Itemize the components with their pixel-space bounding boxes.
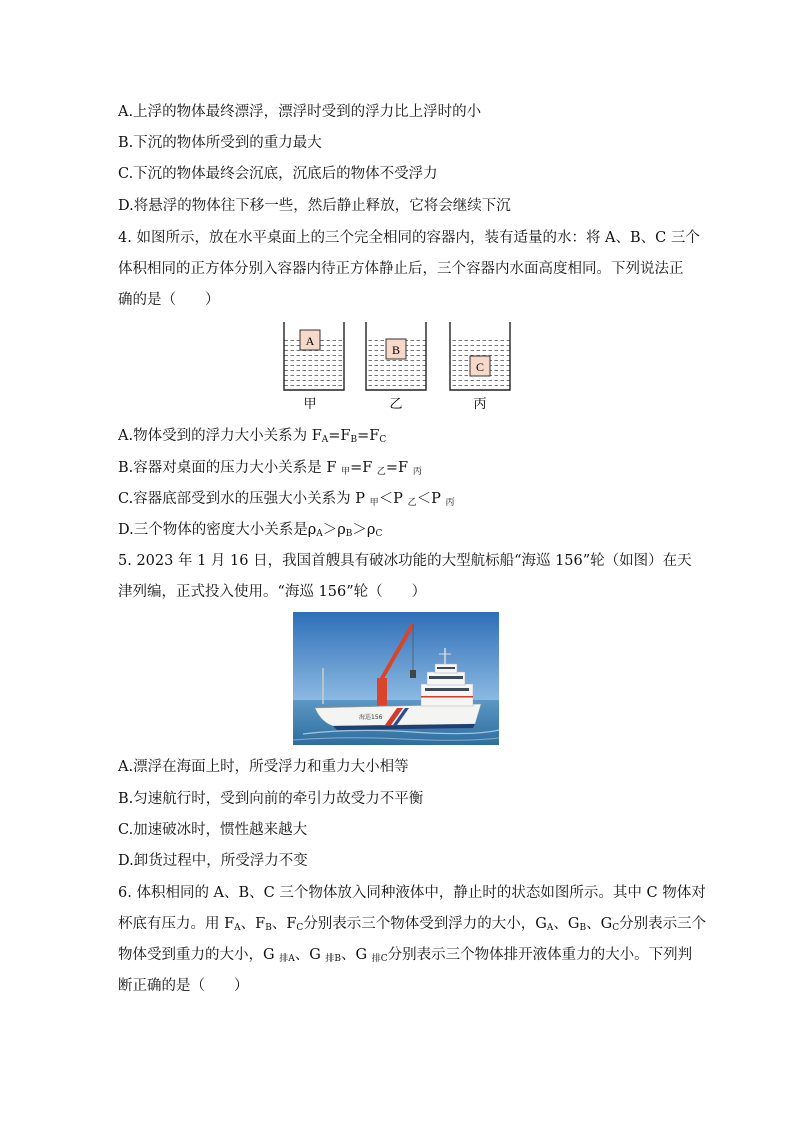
q4-option-d: D.三个物体的密度大小关系是$\rho_A>\rho_B>\rho_C$	[118, 522, 383, 539]
block-b-label: B	[391, 343, 401, 357]
container-jia	[284, 322, 344, 412]
q4-stem-line1: 4. 如图所示，放在水平桌面上的三个完全相同的容器内，装有适量的水：将 A、B、C 三个	[118, 230, 700, 246]
q5-option-c: C.加速破冰时，惯性越来越大	[118, 822, 308, 838]
q5-option-a: A.漂浮在海面上时，所受浮力和重力大小相等	[118, 759, 409, 775]
container-yi-label: 乙	[389, 397, 403, 412]
container-bing	[450, 322, 510, 412]
q5-stem-line2: 津列编，正式投入使用。“海巡 156”轮（ ）	[118, 584, 427, 600]
q4-containers-figure	[278, 318, 518, 413]
q4-option-b: B.容器对桌面的压力大小关系是 F $_甲$=F $_乙$=F $_丙$	[118, 460, 422, 477]
q5-stem-line1: 5. 2023 年 1 月 16 日，我国首艘具有破冰功能的大型航标船“海巡 156”轮（如图）在天	[118, 553, 692, 569]
q3-option-c: C.下沉的物体最终会沉底，沉底后的物体不受浮力	[118, 166, 438, 182]
q3-option-a: A.上浮的物体最终漂浮，漂浮时受到的浮力比上浮时的小	[118, 104, 482, 120]
ship-photo	[293, 612, 499, 745]
ship-name-label: 海巡156	[359, 714, 383, 721]
block-a-label: A	[305, 334, 315, 348]
q4-option-c: C.容器底部受到水的压强大小关系为 P $_甲$＜P $_乙$＜P $_丙$	[118, 491, 455, 508]
q6-stem-line2: 杯底有压力。用 $F_A$、$F_B$、$F_C$分别表示三个物体受到浮力的大小，$G_A$、$G_B$、$G_C$分别表示三个	[118, 916, 707, 933]
q3-option-b: B.下沉的物体所受到的重力最大	[118, 135, 322, 151]
q4-stem-line2: 体积相同的正方体分别入容器内待正方体静止后，三个容器内水面高度相同。下列说法正	[118, 261, 684, 277]
block-c-label: C	[475, 360, 485, 374]
q4-stem-line3: 确的是（ ）	[118, 292, 220, 308]
container-jia-label: 甲	[303, 397, 317, 412]
container-yi	[366, 322, 426, 412]
q6-stem-line1: 6. 体积相同的 A、B、C 三个物体放入同种液体中，静止时的状态如图所示。其中 C 物体对	[118, 885, 706, 901]
q6-stem-line4: 断正确的是（ ）	[118, 978, 249, 994]
q3-option-d: D.将悬浮的物体往下移一些，然后静止释放，它将会继续下沉	[118, 198, 511, 214]
q4-option-a: A.物体受到的浮力大小关系为 $F_A=F_B=F_C$	[118, 428, 387, 445]
q5-option-d: D.卸货过程中，所受浮力不变	[118, 853, 308, 869]
container-bing-label: 丙	[473, 397, 487, 412]
q6-stem-line3: 物体受到重力的大小，G $_{排A}$、G $_{排B}$、G $_{排C}$分别表示三个物体排开液体重力的大小。下列判	[118, 947, 693, 964]
q5-option-b: B.匀速航行时，受到向前的牵引力故受力不平衡	[118, 791, 424, 807]
